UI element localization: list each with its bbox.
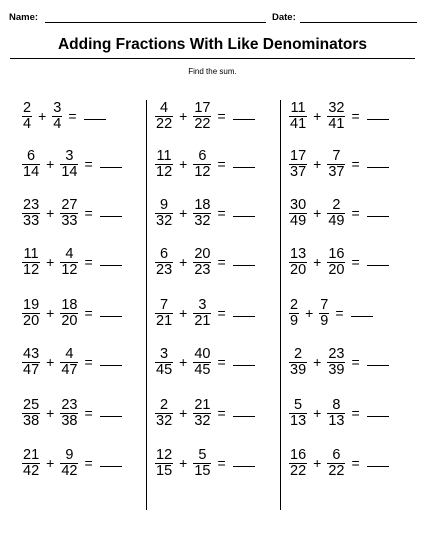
plus-sign: + (46, 455, 55, 471)
fraction-addend-1 (155, 347, 173, 378)
answer-blank[interactable] (367, 167, 389, 168)
numerator: 7 (332, 147, 341, 164)
numerator: 16 (290, 446, 307, 463)
fraction-addend-2 (60, 149, 78, 180)
plus-sign: + (179, 405, 188, 421)
fraction-addend-1 (289, 149, 307, 180)
column-divider-1 (146, 100, 147, 510)
fraction-addend-1 (22, 149, 40, 180)
problem (289, 99, 389, 133)
answer-blank[interactable] (351, 316, 373, 317)
denominator: 12 (23, 261, 40, 278)
answer-blank[interactable] (100, 265, 122, 266)
fraction-addend-2 (327, 398, 345, 429)
denominator: 22 (290, 462, 307, 479)
fraction-addend-1 (22, 347, 40, 378)
problem (22, 196, 122, 230)
numerator: 13 (290, 245, 307, 262)
equals-sign: = (217, 405, 226, 421)
numerator: 18 (61, 296, 78, 313)
denominator: 4 (53, 115, 62, 132)
plus-sign: + (38, 108, 47, 124)
fraction-addend-1 (22, 298, 40, 329)
denominator: 32 (156, 212, 173, 229)
numerator: 27 (61, 196, 78, 213)
fraction-addend-1 (155, 101, 173, 132)
fraction-addend-1 (155, 198, 173, 229)
denominator: 37 (328, 163, 345, 180)
plus-sign: + (46, 254, 55, 270)
denominator: 42 (23, 462, 40, 479)
name-label: Name: (9, 12, 39, 23)
problem (155, 396, 255, 430)
denominator: 32 (156, 412, 173, 429)
answer-blank[interactable] (367, 416, 389, 417)
fraction-addend-2 (193, 149, 211, 180)
numerator: 19 (23, 296, 40, 313)
denominator: 14 (23, 163, 40, 180)
numerator: 6 (160, 245, 169, 262)
fraction-addend-1 (289, 101, 307, 132)
fraction-addend-2 (327, 198, 345, 229)
answer-blank[interactable] (233, 216, 255, 217)
numerator: 23 (23, 196, 40, 213)
equals-sign: = (84, 305, 93, 321)
equals-sign: = (217, 205, 226, 221)
answer-blank[interactable] (233, 265, 255, 266)
denominator: 20 (61, 312, 78, 329)
denominator: 20 (328, 261, 345, 278)
numerator: 2 (160, 396, 169, 413)
equals-sign: = (84, 354, 93, 370)
denominator: 22 (156, 115, 173, 132)
fraction-addend-1 (289, 398, 307, 429)
equals-sign: = (351, 156, 360, 172)
answer-blank[interactable] (233, 365, 255, 366)
denominator: 23 (194, 261, 211, 278)
numerator: 3 (160, 345, 169, 362)
problem (155, 446, 255, 480)
equals-sign: = (84, 156, 93, 172)
answer-blank[interactable] (100, 416, 122, 417)
plus-sign: + (305, 305, 314, 321)
fraction-addend-2 (60, 398, 78, 429)
fraction-addend-1 (289, 347, 307, 378)
answer-blank[interactable] (367, 466, 389, 467)
plus-sign: + (313, 254, 322, 270)
denominator: 38 (23, 412, 40, 429)
plus-sign: + (313, 156, 322, 172)
name-line (45, 22, 266, 23)
fraction-addend-2 (193, 298, 211, 329)
plus-sign: + (179, 455, 188, 471)
fraction-addend-2 (327, 448, 345, 479)
equals-sign: = (84, 254, 93, 270)
denominator: 12 (194, 163, 211, 180)
numerator: 21 (194, 396, 211, 413)
fraction-addend-2 (60, 347, 78, 378)
denominator: 32 (194, 412, 211, 429)
equals-sign: = (217, 455, 226, 471)
denominator: 12 (156, 163, 173, 180)
denominator: 47 (23, 361, 40, 378)
problem (22, 147, 122, 181)
denominator: 45 (194, 361, 211, 378)
denominator: 39 (328, 361, 345, 378)
plus-sign: + (179, 254, 188, 270)
denominator: 42 (61, 462, 78, 479)
equals-sign: = (217, 254, 226, 270)
numerator: 16 (328, 245, 345, 262)
denominator: 12 (61, 261, 78, 278)
fraction-addend-2 (327, 247, 345, 278)
numerator: 3 (65, 147, 74, 164)
denominator: 39 (290, 361, 307, 378)
fraction-addend-2 (193, 398, 211, 429)
denominator: 49 (328, 212, 345, 229)
denominator: 38 (61, 412, 78, 429)
problem (22, 99, 106, 133)
problem (155, 245, 255, 279)
problem (155, 196, 255, 230)
denominator: 32 (194, 212, 211, 229)
equals-sign: = (351, 354, 360, 370)
fraction-addend-1 (289, 198, 307, 229)
fraction-addend-2 (319, 298, 329, 329)
numerator: 3 (53, 99, 62, 116)
numerator: 30 (290, 196, 307, 213)
fraction-addend-1 (22, 101, 32, 132)
fraction-addend-2 (60, 247, 78, 278)
plus-sign: + (313, 205, 322, 221)
numerator: 3 (198, 296, 207, 313)
equals-sign: = (217, 354, 226, 370)
problem (22, 245, 122, 279)
answer-blank[interactable] (367, 265, 389, 266)
equals-sign: = (217, 305, 226, 321)
problem (22, 345, 122, 379)
fraction-addend-2 (327, 347, 345, 378)
fraction-addend-1 (289, 448, 307, 479)
denominator: 37 (290, 163, 307, 180)
answer-blank[interactable] (100, 167, 122, 168)
plus-sign: + (313, 455, 322, 471)
plus-sign: + (313, 405, 322, 421)
plus-sign: + (179, 108, 188, 124)
answer-blank[interactable] (100, 365, 122, 366)
equals-sign: = (351, 108, 360, 124)
numerator: 6 (332, 446, 341, 463)
answer-blank[interactable] (84, 119, 106, 120)
plus-sign: + (46, 354, 55, 370)
fraction-addend-1 (155, 398, 173, 429)
fraction-addend-1 (155, 149, 173, 180)
numerator: 43 (23, 345, 40, 362)
numerator: 5 (294, 396, 303, 413)
denominator: 49 (290, 212, 307, 229)
numerator: 5 (198, 446, 207, 463)
problem (22, 396, 122, 430)
fraction-addend-2 (193, 101, 211, 132)
answer-blank[interactable] (367, 365, 389, 366)
equals-sign: = (217, 108, 226, 124)
problem (289, 446, 389, 480)
problem (155, 345, 255, 379)
denominator: 20 (23, 312, 40, 329)
denominator: 45 (156, 361, 173, 378)
numerator: 2 (23, 99, 32, 116)
numerator: 40 (194, 345, 211, 362)
numerator: 2 (294, 345, 303, 362)
problem (289, 245, 389, 279)
date-line (300, 22, 417, 23)
numerator: 18 (194, 196, 211, 213)
answer-blank[interactable] (367, 119, 389, 120)
numerator: 12 (156, 446, 173, 463)
problem (289, 345, 389, 379)
numerator: 4 (65, 345, 74, 362)
problem (22, 296, 122, 330)
column-divider-2 (280, 100, 281, 510)
fraction-addend-2 (60, 448, 78, 479)
answer-blank[interactable] (100, 216, 122, 217)
fraction-addend-1 (22, 247, 40, 278)
equals-sign: = (351, 455, 360, 471)
fraction-addend-1 (22, 398, 40, 429)
fraction-addend-2 (60, 298, 78, 329)
fraction-addend-2 (193, 448, 211, 479)
fraction-addend-2 (52, 101, 62, 132)
denominator: 21 (156, 312, 173, 329)
numerator: 4 (160, 99, 169, 116)
answer-blank[interactable] (367, 216, 389, 217)
problem (22, 446, 122, 480)
denominator: 23 (156, 261, 173, 278)
numerator: 9 (160, 196, 169, 213)
fraction-addend-1 (155, 448, 173, 479)
fraction-addend-2 (60, 198, 78, 229)
numerator: 23 (328, 345, 345, 362)
equals-sign: = (68, 108, 77, 124)
answer-blank[interactable] (233, 316, 255, 317)
plus-sign: + (179, 205, 188, 221)
numerator: 11 (290, 99, 306, 116)
denominator: 21 (194, 312, 211, 329)
fraction-addend-1 (22, 198, 40, 229)
equals-sign: = (351, 254, 360, 270)
answer-blank[interactable] (100, 316, 122, 317)
fraction-addend-2 (327, 101, 345, 132)
problem (289, 296, 373, 330)
problem (289, 147, 389, 181)
numerator: 23 (61, 396, 78, 413)
fraction-addend-1 (155, 298, 173, 329)
page-title: Adding Fractions With Like Denominators (57, 36, 368, 53)
plus-sign: + (179, 156, 188, 172)
problem (155, 147, 255, 181)
numerator: 9 (65, 446, 74, 463)
numerator: 32 (328, 99, 345, 116)
fraction-addend-1 (289, 298, 299, 329)
fraction-addend-1 (289, 247, 307, 278)
numerator: 6 (27, 147, 36, 164)
equals-sign: = (335, 305, 344, 321)
equals-sign: = (351, 205, 360, 221)
denominator: 13 (290, 412, 307, 429)
numerator: 17 (194, 99, 211, 116)
plus-sign: + (179, 305, 188, 321)
plus-sign: + (313, 108, 322, 124)
problem (155, 296, 255, 330)
plus-sign: + (313, 354, 322, 370)
equals-sign: = (217, 156, 226, 172)
equals-sign: = (84, 405, 93, 421)
equals-sign: = (84, 455, 93, 471)
plus-sign: + (179, 354, 188, 370)
plus-sign: + (46, 156, 55, 172)
date-label: Date: (272, 12, 296, 23)
denominator: 22 (194, 115, 211, 132)
fraction-addend-2 (327, 149, 345, 180)
denominator: 41 (290, 115, 307, 132)
fraction-addend-1 (155, 247, 173, 278)
numerator: 21 (23, 446, 40, 463)
equals-sign: = (351, 405, 360, 421)
numerator: 2 (332, 196, 341, 213)
fraction-addend-2 (193, 247, 211, 278)
denominator: 13 (328, 412, 345, 429)
denominator: 20 (290, 261, 307, 278)
answer-blank[interactable] (233, 416, 255, 417)
fraction-addend-2 (193, 198, 211, 229)
numerator: 6 (198, 147, 207, 164)
denominator: 15 (194, 462, 211, 479)
fraction-addend-2 (193, 347, 211, 378)
numerator: 4 (65, 245, 74, 262)
answer-blank[interactable] (100, 466, 122, 467)
problem (289, 196, 389, 230)
instructions: Find the sum. (188, 67, 237, 76)
numerator: 11 (23, 245, 39, 262)
denominator: 41 (328, 115, 345, 132)
fraction-addend-1 (22, 448, 40, 479)
answer-blank[interactable] (233, 466, 255, 467)
denominator: 22 (328, 462, 345, 479)
numerator: 7 (160, 296, 169, 313)
denominator: 14 (61, 163, 78, 180)
denominator: 33 (61, 212, 78, 229)
problem (289, 396, 389, 430)
denominator: 4 (23, 115, 32, 132)
title-rule (10, 58, 415, 59)
numerator: 8 (332, 396, 341, 413)
plus-sign: + (46, 305, 55, 321)
plus-sign: + (46, 405, 55, 421)
answer-blank[interactable] (233, 119, 255, 120)
numerator: 2 (290, 296, 299, 313)
numerator: 20 (194, 245, 211, 262)
numerator: 11 (156, 147, 172, 164)
answer-blank[interactable] (233, 167, 255, 168)
numerator: 7 (320, 296, 329, 313)
equals-sign: = (84, 205, 93, 221)
denominator: 15 (156, 462, 173, 479)
plus-sign: + (46, 205, 55, 221)
numerator: 25 (23, 396, 40, 413)
problem (155, 99, 255, 133)
denominator: 47 (61, 361, 78, 378)
numerator: 17 (290, 147, 307, 164)
denominator: 9 (290, 312, 299, 329)
denominator: 33 (23, 212, 40, 229)
denominator: 9 (320, 312, 329, 329)
